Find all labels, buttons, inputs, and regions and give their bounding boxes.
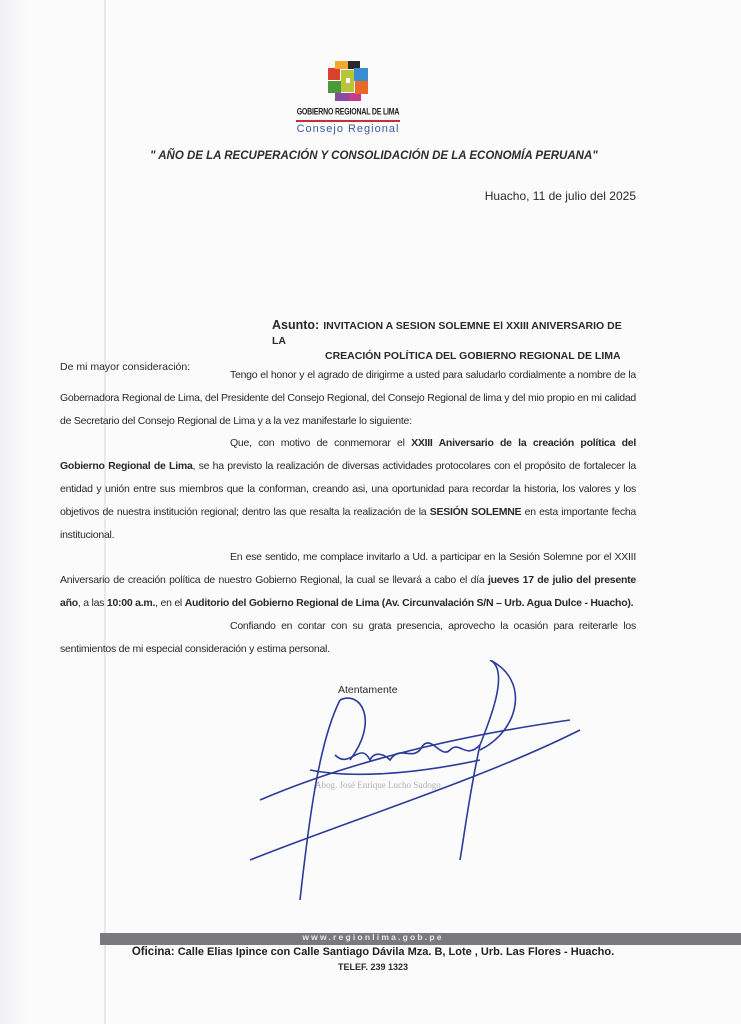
office-address — [100, 946, 646, 958]
logo-divider — [296, 120, 400, 122]
bold-text: SESIÓN SOLEMNE — [429, 505, 522, 518]
phone-number: TELEF. 239 1323 — [337, 962, 409, 972]
paragraph-2 — [60, 432, 636, 546]
handwritten-signature — [250, 660, 590, 900]
greeting: De mi mayor consideración: — [60, 361, 191, 373]
bold-text: XXIII Aniversario de la creación política del Gobierno Regional de Lima — [60, 437, 636, 473]
text: En ese sentido, me complace invitarlo a Ud. a participar en la Sesión Solemne por el XXIII Aniversario de creación política de nuestro Gobierno Regional, la cual se llevará a cabo el día — [60, 551, 636, 587]
paragraph-1 — [60, 364, 636, 432]
website-url: www.regionlima.gob.pe — [302, 932, 444, 942]
text: , a las — [77, 596, 107, 609]
text: Que, con motivo de conmemorar el — [230, 437, 412, 450]
bold-text: Auditorio del Gobierno Regional de Lima (Av. Circunvalación S/N – Urb. Agua Dulce - Huacho). — [184, 596, 634, 609]
text: en esta importante fecha institucional. — [60, 505, 637, 541]
year-motto: " AÑO DE LA RECUPERACIÓN Y CONSOLIDACIÓN DE LA ECONOMÍA PERUANA" — [150, 150, 598, 162]
regional-government-logo — [327, 60, 369, 102]
office-address-text: Calle Elias Ipince con Calle Santiago Dávila Mza. B, Lote , Urb. Las Flores - Huacho. — [177, 946, 615, 958]
paragraph-3 — [60, 546, 636, 614]
logo-title: GOBIERNO REGIONAL DE LIMA — [296, 107, 400, 118]
bold-text: 10:00 a.m. — [106, 596, 156, 609]
subject-line-1: INVITACION A SESION SOLEMNE El XXIII ANIVERSARIO DE LA — [272, 320, 622, 347]
text: , se ha previsto la realización de diversas actividades protocolares con el propósito de fortalecer la entidad y unión entre sus miembros que la conforman, creando asi, una oportunidad para recordar la historia, los valores y los objetivos de nuestra institución regional; dentro las que resalta la realización de la — [60, 460, 636, 518]
paragraph-1-text: Tengo el honor y el agrado de dirigirme a usted para saludarlo cordialmente a nombre de la Gobernadora Regional de Lima, del Presidente del Consejo Regional, del Consejo Regional de lima y del mio propio en mi calidad de Secretario del Consejo Regional de Lima y a la vez manifestarle lo siguiente: — [60, 369, 636, 427]
signature-stamp: Abog. José Enrique Lucho Sudogo — [315, 780, 441, 790]
logo-subtitle: Consejo Regional — [296, 123, 400, 135]
office-label: Oficina: — [131, 946, 175, 958]
subject-label: Asunto: — [272, 318, 320, 332]
subject-line-2: CREACIÓN POLÍTICA DEL GOBIERNO REGIONAL DE LIMA — [325, 350, 621, 362]
closing: Atentamente — [338, 684, 398, 696]
subject-block — [272, 318, 638, 364]
bold-text: jueves 17 de julio del presente año — [60, 574, 636, 609]
scan-edge — [0, 0, 28, 1024]
letter-date: Huacho, 11 de julio del 2025 — [484, 189, 636, 203]
paragraph-4 — [60, 615, 636, 661]
letter-body — [60, 364, 636, 660]
text: , en el — [155, 596, 185, 609]
paragraph-4-text: Confiando en contar con su grata presencia, aprovecho la ocasión para reiterarle los sentimientos de mi especial consideración y estima personal. — [60, 619, 636, 655]
